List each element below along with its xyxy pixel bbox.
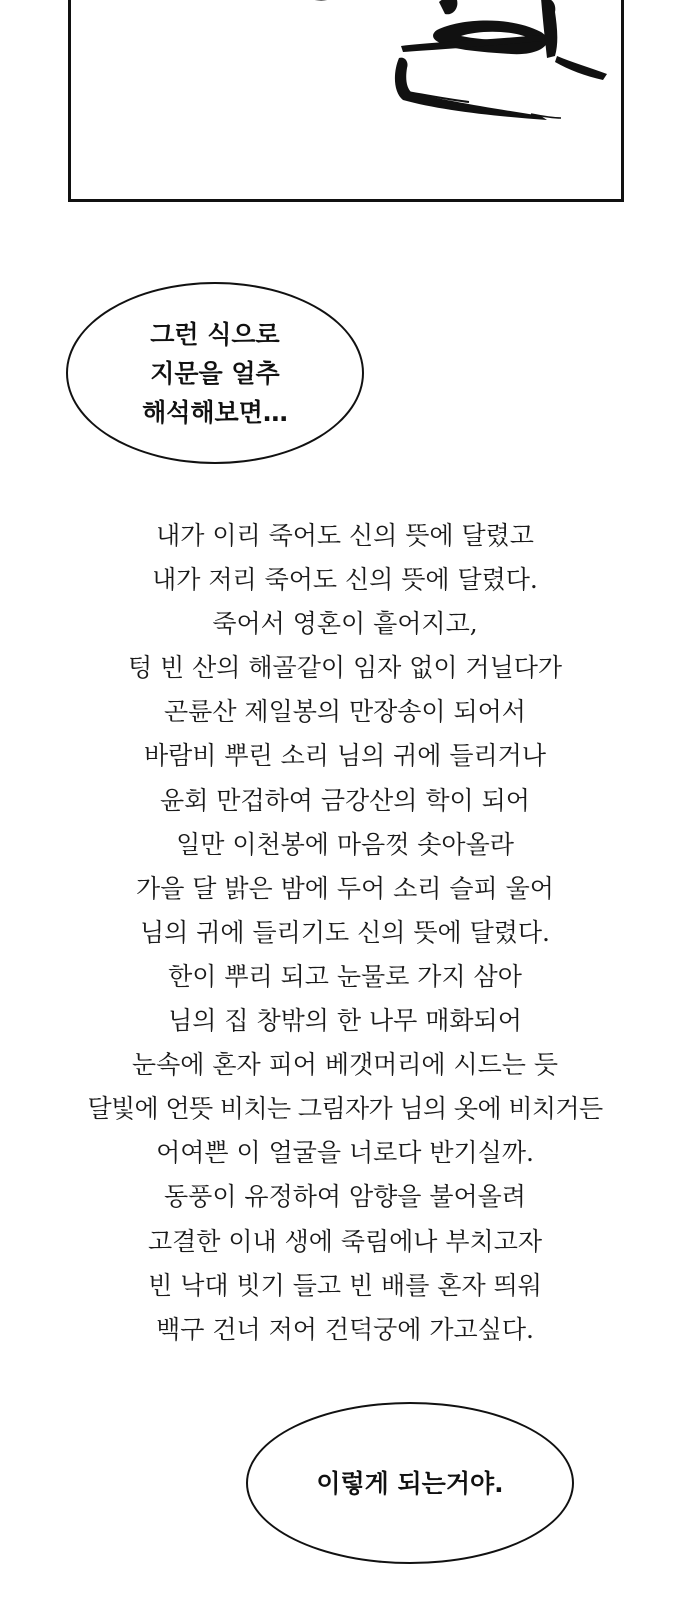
speech-bubble-text: 그런 식으로 지문을 얼추 해석해보면… [142, 319, 288, 427]
poem-line: 달빛에 언뜻 비치는 그림자가 님의 옷에 비치거든 [87, 1094, 603, 1124]
poem-line: 가을 달 밝은 밤에 두어 소리 슬피 울어 [136, 873, 554, 903]
poem-line: 빈 낙대 빗기 들고 빈 배를 혼자 띄워 [148, 1270, 542, 1300]
poem-line: 백구 건너 저어 건덕궁에 가고싶다. [156, 1314, 534, 1344]
poem-line: 바람비 뿌린 소리 님의 귀에 들리거나 [144, 741, 546, 771]
poem-line: 텅 빈 산의 해골같이 임자 없이 거닐다가 [127, 653, 563, 683]
poem-line: 죽어서 영혼이 흩어지고, [212, 609, 478, 639]
poem-line: 고결한 이내 생에 죽림에나 부치고자 [147, 1226, 543, 1256]
poem-line: 내가 저리 죽어도 신의 뜻에 달렸다. [152, 565, 538, 595]
poem-line: 내가 이리 죽어도 신의 뜻에 달렸고 [156, 521, 534, 550]
speech-bubble-text: 이렇게 되는거야. [316, 1468, 504, 1498]
poem-line: 곤륜산 제일봉의 만장송이 되어서 [164, 697, 526, 727]
poem-line: 한이 뿌리 되고 눈물로 가지 삼아 [168, 961, 522, 991]
poem-line: 일만 이천봉에 마음껏 솟아올라 [176, 829, 514, 859]
speech-bubble [246, 1402, 574, 1564]
poem-line: 눈속에 혼자 피어 베갯머리에 시드는 듯 [131, 1050, 559, 1080]
comic-panel [68, 0, 624, 202]
poem-line: 동풍이 유정하여 암향을 불어올려 [164, 1182, 526, 1212]
speech-bubble [66, 282, 364, 464]
poem-line: 어여쁜 이 얼굴을 너로다 반기실까. [156, 1138, 534, 1168]
poem-line: 님의 귀에 들리기도 신의 뜻에 달렸다. [140, 917, 550, 947]
poem-line: 님의 집 창밖의 한 나무 매화되어 [168, 1006, 522, 1036]
poem-text-block [0, 514, 690, 1352]
poem-line: 윤회 만겁하여 금강산의 학이 되어 [160, 785, 530, 815]
calligraphy-brush-art [71, 0, 627, 202]
